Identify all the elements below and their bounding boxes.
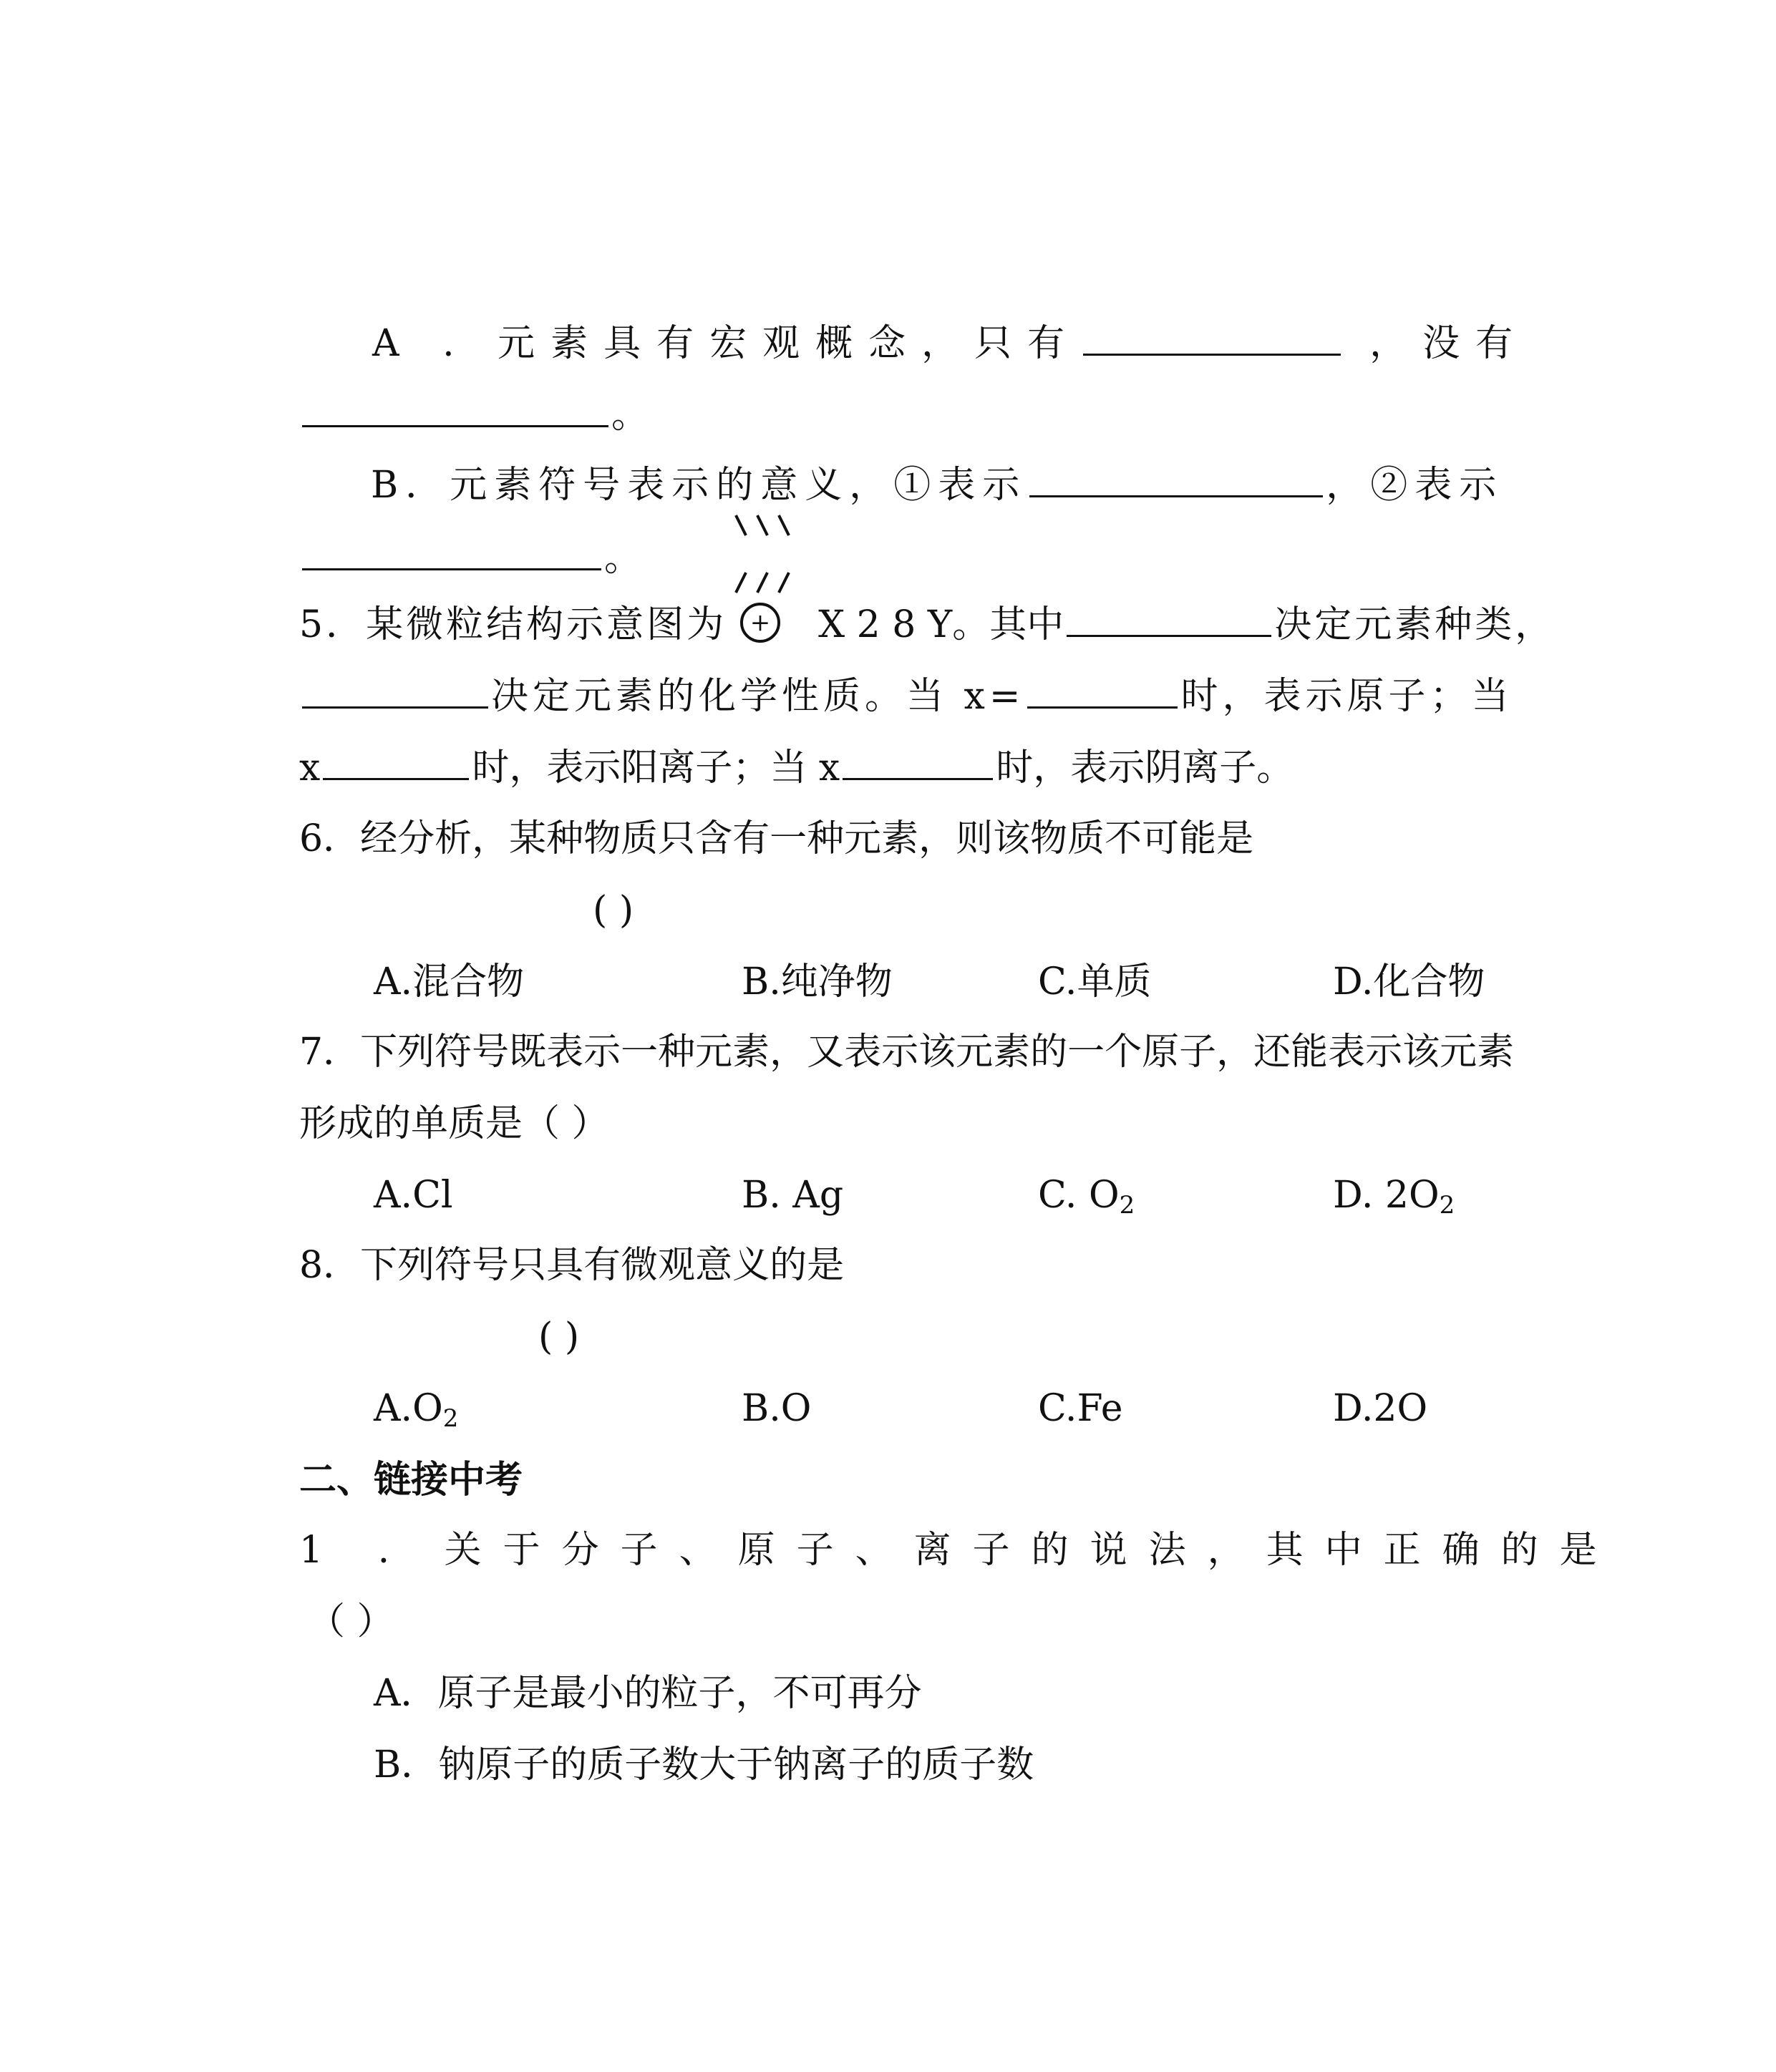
q5-blank-4[interactable]: [323, 744, 469, 780]
q5-text5: 时，表示阴离子。: [996, 746, 1294, 789]
q7-option-c-main: C. O: [1038, 1174, 1120, 1217]
q4-b-blank-1[interactable]: [1029, 461, 1323, 497]
q5-blank-5[interactable]: [843, 744, 993, 780]
q4-b-blank-2[interactable]: [302, 534, 601, 570]
q4-a-blank-2[interactable]: [302, 391, 608, 427]
s2-q1-option-b[interactable]: B．钠原子的质子数大于钠离子的质子数: [374, 1743, 1034, 1786]
q5-prefix: 5．某微粒结构示意图为: [299, 603, 727, 646]
s2-q1-paren: （ ）: [308, 1600, 394, 1643]
q5-line-1: [299, 600, 1555, 650]
q4-a-blank-1[interactable]: [1083, 319, 1341, 356]
q4-a-prefix: A . 元素具有宏观概念，只有: [372, 322, 1081, 365]
q5-shell-text: X 2 8 Y: [818, 603, 953, 646]
q7-option-c-sub: 2: [1119, 1191, 1135, 1220]
q4-b-end: 。: [604, 537, 642, 580]
q5-line-3: [299, 743, 1294, 793]
q5-line-2: [299, 671, 1513, 721]
section-2-title: 二、链接中考: [299, 1458, 523, 1502]
q4-b-line-2: [299, 533, 641, 583]
q4-a-end: 。: [611, 394, 649, 437]
nucleus-sign: +: [749, 608, 771, 637]
q8-option-d[interactable]: D.2O: [1333, 1387, 1428, 1430]
q8-option-a[interactable]: [374, 1383, 458, 1434]
q6-stem: 6．经分析，某种物质只含有一种元素，则该物质不可能是: [299, 817, 1254, 860]
q6-option-b[interactable]: B.纯净物: [742, 960, 893, 1003]
q5-blank-2[interactable]: [302, 672, 488, 709]
q4-a-mid: ，没有: [1369, 322, 1529, 365]
q7-option-a[interactable]: A.Cl: [374, 1174, 453, 1217]
q5-after-diagram: 。其中: [952, 603, 1064, 646]
q8-option-c[interactable]: C.Fe: [1038, 1387, 1123, 1430]
q4-a-line-2: [299, 390, 649, 440]
q8-option-a-main: A.O: [374, 1387, 443, 1430]
q7-stem-2: 形成的单质是（ ）: [299, 1102, 609, 1145]
q6-option-d[interactable]: D.化合物: [1333, 960, 1485, 1003]
q8-paren: ( ): [538, 1315, 580, 1358]
q8-option-a-sub: 2: [442, 1404, 459, 1433]
q4-a-line: [372, 318, 1528, 369]
q5-blank-3[interactable]: [1027, 672, 1178, 709]
q5-blank-1[interactable]: [1067, 600, 1271, 637]
q5-text1: 决定元素种类，: [1274, 603, 1556, 646]
q7-option-d-sub: 2: [1439, 1191, 1455, 1220]
q7-option-d[interactable]: [1333, 1170, 1455, 1220]
q5-text4: 时，表示阳离子；当 x: [472, 746, 840, 789]
q6-paren: ( ): [593, 889, 634, 932]
q7-option-b[interactable]: B. Ag: [742, 1174, 844, 1217]
q5-text2: 决定元素的化学性质。当 x=: [491, 675, 1025, 718]
q5-text4-x: x: [299, 746, 321, 789]
q6-option-c[interactable]: C.单质: [1038, 960, 1152, 1003]
q8-stem: 8．下列符号只具有微观意义的是: [299, 1244, 845, 1287]
s2-q1-option-a[interactable]: A．原子是最小的粒子，不可再分: [374, 1672, 922, 1715]
q4-b-mid: ，②表示: [1326, 464, 1504, 507]
q4-b-prefix: B．元素符号表示的意义，①表示: [371, 464, 1027, 507]
q8-option-b[interactable]: B.O: [742, 1387, 812, 1430]
q6-option-a[interactable]: A.混合物: [374, 960, 525, 1003]
q4-b-line: [371, 460, 1503, 510]
q5-text3: 时，表示原子；当: [1180, 675, 1513, 718]
q7-stem-1: 7．下列符号既表示一种元素，又表示该元素的一个原子，还能表示该元素: [299, 1031, 1515, 1074]
q7-option-d-main: D. 2O: [1333, 1174, 1440, 1217]
q7-option-c[interactable]: [1038, 1170, 1135, 1220]
s2-q1-stem: 1 . 关于分子、原子、离子的说法，其中正确的是: [299, 1529, 1619, 1572]
